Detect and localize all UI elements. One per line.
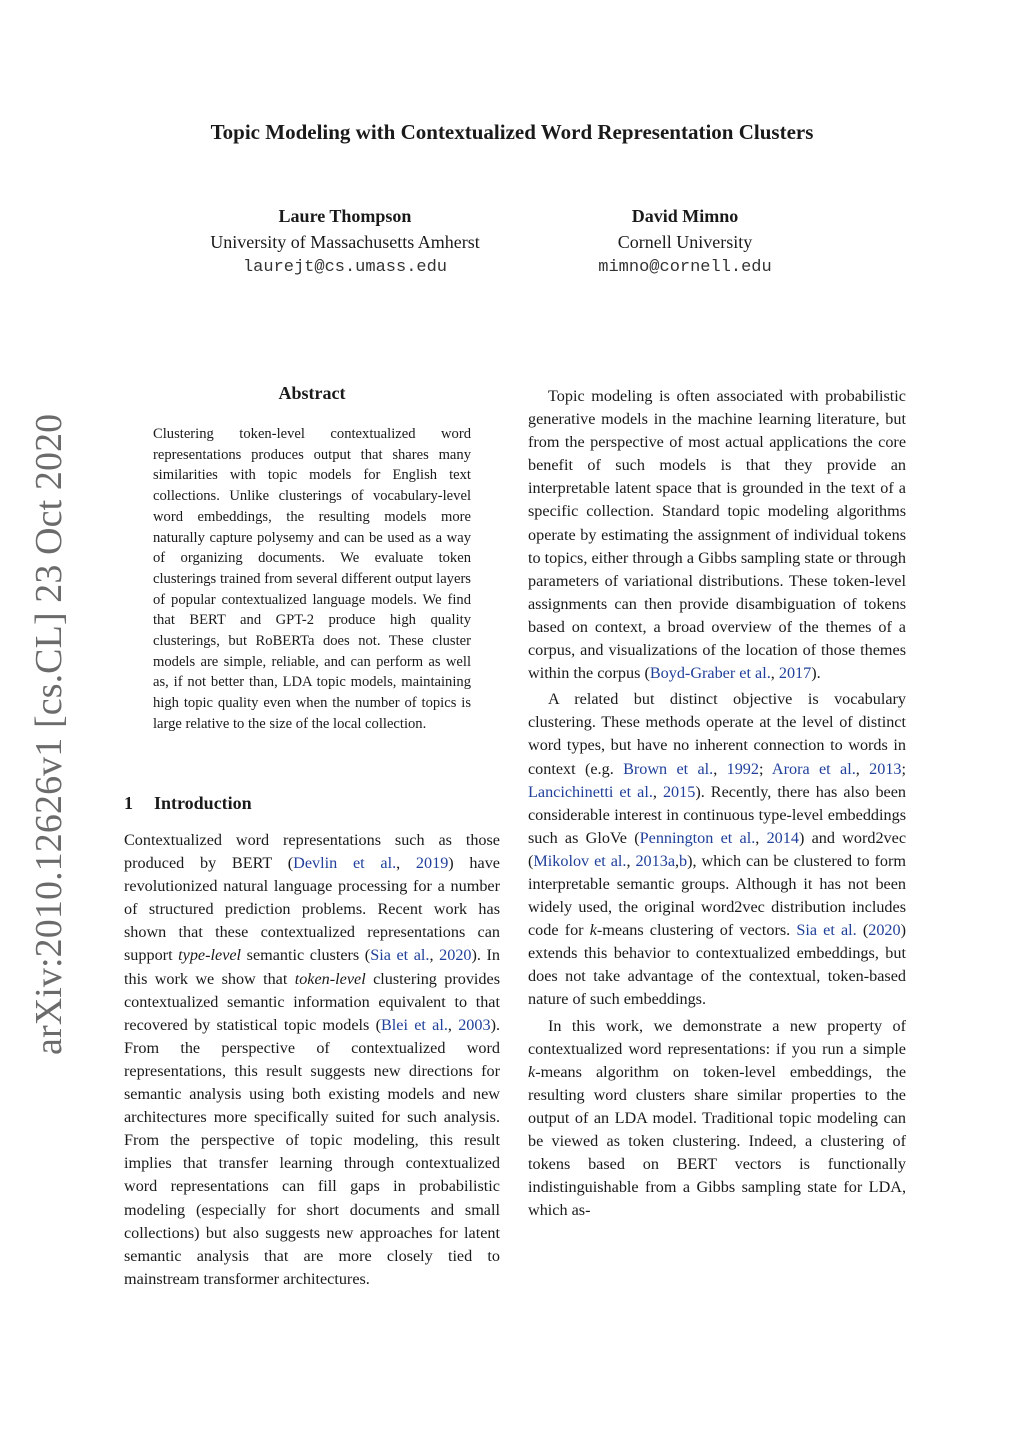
section-number: 1 (124, 793, 133, 813)
text-run: , (429, 946, 440, 965)
paragraph (124, 829, 500, 1291)
author-affiliation: Cornell University (617, 232, 753, 252)
text-run: clustering provides contextualized semantic information equivalent to that recovered by statistical topic models ( (124, 969, 500, 1034)
math-variable: k (528, 1062, 536, 1081)
author-email: laurejt@cs.umass.edu (242, 258, 448, 277)
section-title: Introduction (154, 793, 252, 813)
citation-link[interactable]: 2013a (635, 851, 675, 870)
abstract-text: Clustering token-level contextualized word representations produces output that shares many similarities with topic models for English text collections. Unlike clusterings of vocabulary-level word embeddings, the resulting models more naturally capture polysemy and can be used as a way of organizing documents. We evaluate token clusterings trained from several different output layers of popular contextualized language models. We find that BERT and GPT-2 produce high quality clusterings, but RoBERTa does not. These cluster models are simple, reliable, and can perform as well as, if not better than, LDA topic models, maintaining high topic quality even when the number of topics is large relative to the size of the local collection. (153, 426, 471, 732)
citation-link[interactable]: Blei et al. (380, 1015, 448, 1034)
left-column (124, 829, 500, 1291)
text-run: , (675, 851, 680, 870)
author-block-1 (170, 203, 520, 281)
citation-link[interactable]: Pennington et al. (639, 828, 756, 847)
author-name: Laure Thompson (278, 206, 412, 226)
arxiv-identifier (28, 413, 70, 1055)
text-run: ). In this work we show that (124, 946, 501, 988)
citation-link[interactable]: Arora et al. (771, 759, 856, 778)
text-run: ). (811, 664, 821, 683)
paragraph (528, 688, 906, 1011)
author-affiliation: University of Massachusetts Amherst (210, 232, 480, 252)
text-run: , (755, 828, 767, 847)
author-block-2 (540, 203, 830, 281)
citation-link[interactable]: Brown et al. (623, 759, 714, 778)
abstract-heading: Abstract (278, 383, 346, 403)
section-heading (124, 793, 500, 814)
text-run: ). Recently, there has also been considerable interest in continuous type-level embeddings such as GloVe ( (528, 782, 907, 847)
text-run: ). From the perspective of contextualized word representations, this result suggests new directions for semantic analysis using both existing models and new architectures more specifically suited for such analysis. From the perspective of topic modeling, this result implies that transfer learning through contextualized word representations can fill gaps in probabilistic modeling (especially for short documents and small collections) but also suggests new approaches for latent semantic analysis that are more closely tied to mainstream transformer architectures. (124, 1015, 501, 1288)
text-run: ; (758, 759, 772, 778)
citation-link[interactable]: b (679, 851, 688, 870)
text-run: ), which can be clustered to form interpretable semantic groups. Although it has not been widely used, the original word2vec distribution includes code for (528, 851, 906, 940)
text-run: ) have revolutionized natural language processing for a number of structured prediction problems. Recent work has shown that these contextualized representations can support (124, 854, 500, 965)
text-run: ; (901, 759, 907, 778)
paper-title: Topic Modeling with Contextualized Word Representation Clusters (210, 120, 814, 144)
text-run: semantic clusters ( (241, 946, 371, 965)
text-run: ) extends this behavior to contextualized embeddings, but does not take advantage of the contextual, token-based nature of such embeddings. (528, 921, 906, 1009)
right-column (528, 385, 906, 1222)
text-run: , (713, 759, 727, 778)
arxiv-identifier-text: arXiv:2010.12626v1 [cs.CL] 23 Oct 2020 (28, 413, 70, 1055)
citation-link[interactable]: Boyd-Graber et al. (649, 664, 771, 683)
paragraph (528, 1015, 906, 1223)
citation-link[interactable]: Lancichinetti et al. (528, 782, 653, 801)
citation-link[interactable]: 2013 (869, 759, 902, 778)
text-run: , (855, 759, 870, 778)
citation-link[interactable]: Mikolov et al. (533, 851, 627, 870)
text-run: Topic modeling is often associated with probabilistic generative models in the machine learning literature, but from the perspective of most actual applications the core benefit of such models is that they provide an interpretable latent space that is grounded in the text of a specific collection. Standard topic modeling algorithms operate by estimating the assignment of individual tokens to topics, either through a Gibbs sampling state or through parameters of variational distributions. These token-level assignments can then provide disambiguation of tokens based on context, a broad overview of the themes of a corpus, and visualizations of the location of those themes within the corpus ( (528, 387, 906, 683)
author-name: David Mimno (631, 206, 739, 226)
citation-link[interactable]: 2020 (868, 921, 901, 940)
text-run: , (447, 1015, 459, 1034)
author-email: mimno@cornell.edu (598, 258, 772, 277)
text-run: Contextualized word representations such as those produced by BERT ( (124, 831, 500, 873)
citation-link[interactable]: 2017 (778, 664, 812, 683)
citation-link[interactable]: 2020 (439, 946, 472, 965)
citation-link[interactable]: 1992 (726, 759, 759, 778)
emphasis: type-level (178, 946, 242, 965)
citation-link[interactable]: 2015 (662, 782, 696, 801)
text-run: -means clustering of vectors. (596, 921, 797, 940)
text-run: , (396, 854, 416, 873)
text-run: -means algorithm on token-level embeddings, the resulting word clusters share similar properties to the output of an LDA model. Traditional topic modeling can be viewed as token clustering. Indeed, a clustering of tokens based on BERT vectors is functionally indistinguishable from a Gibbs sampling state for LDA, which as- (528, 1062, 906, 1220)
citation-link[interactable]: Sia et al. (370, 946, 430, 965)
emphasis: token-level (294, 969, 366, 988)
math-variable: k (589, 921, 597, 940)
text-run: , (652, 782, 663, 801)
citation-link[interactable]: 2014 (766, 828, 799, 847)
text-run: , (626, 851, 636, 870)
paragraph (528, 385, 906, 685)
citation-link[interactable]: 2019 (415, 854, 449, 873)
text-run: A related but distinct objective is vocabulary clustering. These methods operate at the level of distinct word types, but have no inherent connection to words in context (e.g. (528, 690, 906, 778)
citation-link[interactable]: 2003 (458, 1015, 491, 1034)
text-run: ) and word2vec ( (528, 828, 907, 870)
citation-link[interactable]: Devlin et al. (293, 854, 397, 873)
text-run: ( (856, 921, 869, 940)
text-run: , (770, 664, 779, 683)
citation-link[interactable]: Sia et al. (796, 921, 857, 940)
text-run: In this work, we demonstrate a new property of contextualized word representations: if you run a simple (528, 1016, 906, 1058)
